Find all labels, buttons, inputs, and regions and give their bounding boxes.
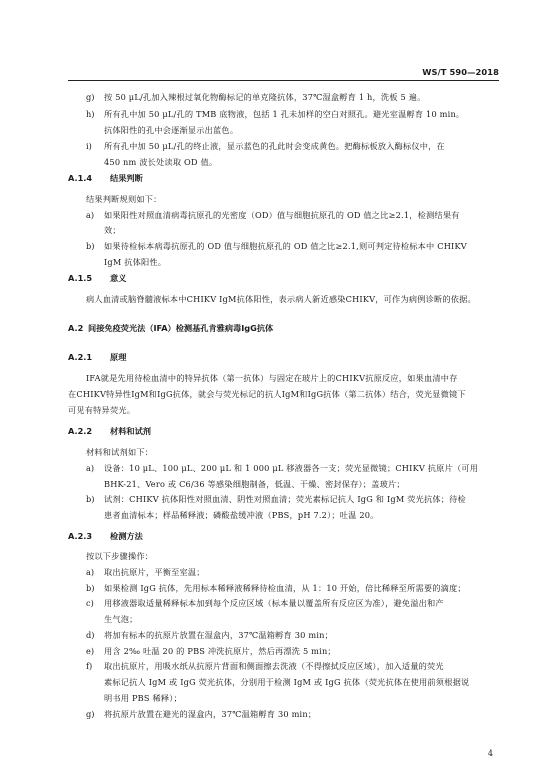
item-text: 将抗原片放置在避光的湿盒内，37℃温箱孵育 30 min；: [104, 709, 317, 719]
item-label: a): [86, 210, 95, 220]
a15-text: 病人血清或脑脊髓液标本中CHIKV IgM抗体阳性，表示病人新近感染CHIKV，可作为病例诊断的依据。: [86, 294, 476, 304]
step-label: h): [86, 109, 95, 119]
step-text: 所有孔中加 50 μL/孔的 TMB 底物液，包括 1 孔未加样的空白对照孔。避光室温孵育 10 min。: [104, 109, 465, 119]
item-text: 用含 2‰ 吐温 20 的 PBS 冲洗抗原片，然后再漂洗 5 min；: [104, 646, 336, 656]
item-label: a): [86, 567, 95, 577]
a23-intro: 按以下步骤操作：: [86, 551, 154, 561]
item-text: 明书用 PBS 稀释）；: [104, 693, 182, 703]
section-heading-a2: A.2 间接免疫荧光法（IFA）检测基孔肯雅病毒IgG抗体: [68, 323, 274, 333]
item-text: 素标记抗人 IgM 或 IgG 荧光抗体，分别用于检测 IgM 或 IgG 抗体（荧光抗体在使用前须根据说: [104, 677, 470, 687]
step-text: 450 nm 波长处读取 OD 值。: [104, 157, 218, 167]
item-label: b): [86, 494, 95, 504]
a21-text: 可见有特异荧光。: [68, 405, 136, 415]
item-text: IgM 抗体阳性。: [104, 257, 167, 267]
step-label: g): [86, 92, 95, 102]
item-text: 取出抗原片，平衡至室温；: [104, 567, 205, 577]
item-label: f): [86, 661, 93, 671]
item-label: a): [86, 463, 95, 473]
item-text: 生气泡；: [104, 614, 138, 624]
item-text: 设备：10 μL、100 μL、200 μL 和 1 000 μL 移液器各一支；荧光显微镜；CHIKV 抗原片（可用: [104, 463, 479, 473]
item-text: 将加有标本的抗原片放置在湿盒内，37℃温箱孵育 30 min；: [104, 630, 333, 640]
section-heading-a23: A.2.3 检测方法: [68, 531, 143, 541]
item-label: b): [86, 241, 95, 251]
standard-code: WS/T 590—2018: [422, 67, 499, 77]
item-label: d): [86, 630, 95, 640]
item-text: 试剂：CHIKV 抗体阳性对照血清、阴性对照血清；荧光素标记抗人 IgG 和 IgM 荧光抗体；待检: [104, 494, 466, 504]
step-text: 按 50 μL/孔加入辣根过氧化物酶标记的单克隆抗体，37℃湿盒孵育 1 h，洗板 5 遍。: [104, 92, 426, 102]
page-number: 4: [487, 749, 493, 758]
step-label: i): [86, 141, 92, 151]
section-heading-a14: A.1.4 结果判断: [68, 173, 143, 183]
step-text: 抗体阳性的孔中会逐渐显示出蓝色。: [104, 125, 239, 135]
item-text: 患者血清标本；样品稀释液；磷酸盐缓冲液（PBS，pH 7.2）；吐温 20。: [104, 510, 379, 520]
item-label: b): [86, 583, 95, 593]
item-label: g): [86, 709, 95, 719]
item-label: c): [86, 598, 94, 608]
item-text: BHK-21、Vero 或 C6/36 等感染细胞制备，低温、干燥、密封保存）；盖玻片；: [104, 479, 405, 489]
item-text: 如果待检标本病毒抗原孔的 OD 值与细胞抗原孔的 OD 值之比≥2.1,则可判定待检标本中 CHIKV: [104, 241, 467, 251]
item-text: 效；: [104, 225, 121, 235]
section-heading-a21: A.2.1 原理: [68, 352, 127, 362]
a21-text: 在CHIKV特异性IgM和IgG抗体，就会与荧光标记的抗人IgM和IgG抗体（第二抗体）结合，荧光显微镜下: [68, 389, 466, 399]
a14-intro: 结果判断规则如下：: [86, 194, 162, 204]
item-text: 如果阳性对照血清病毒抗原孔的光密度（OD）值与细胞抗原孔的 OD 值之比≥2.1，检测结果有: [104, 210, 460, 220]
step-text: 所有孔中加 50 μL/孔的终止液，显示蓝色的孔此时会变成黄色。把酶标板放入酶标仪中，在: [104, 141, 445, 151]
item-text: 用移液器取适量稀释标本加到每个反应区域（标本量以覆盖所有反应区为准），避免溢出和产: [104, 598, 444, 608]
item-label: e): [86, 646, 95, 656]
header-rule: [68, 80, 499, 81]
item-text: 取出抗原片，用吸水纸从抗原片背面和侧面擦去洗液（不得擦拭反应区域），加入适量的荧光: [104, 661, 444, 671]
section-heading-a22: A.2.2 材料和试剂: [68, 426, 151, 436]
item-text: 如果检测 IgG 抗体，先用标本稀释液稀释待检血清，从 1：10 开始，倍比稀释至所需要的滴度；: [104, 583, 466, 593]
a21-text: IFA就是先用待检血清中的特异抗体（第一抗体）与固定在玻片上的CHIKV抗原反应，如果血清中存: [86, 373, 458, 383]
a22-intro: 材料和试剂如下：: [86, 447, 154, 457]
section-heading-a15: A.1.5 意义: [68, 273, 127, 283]
